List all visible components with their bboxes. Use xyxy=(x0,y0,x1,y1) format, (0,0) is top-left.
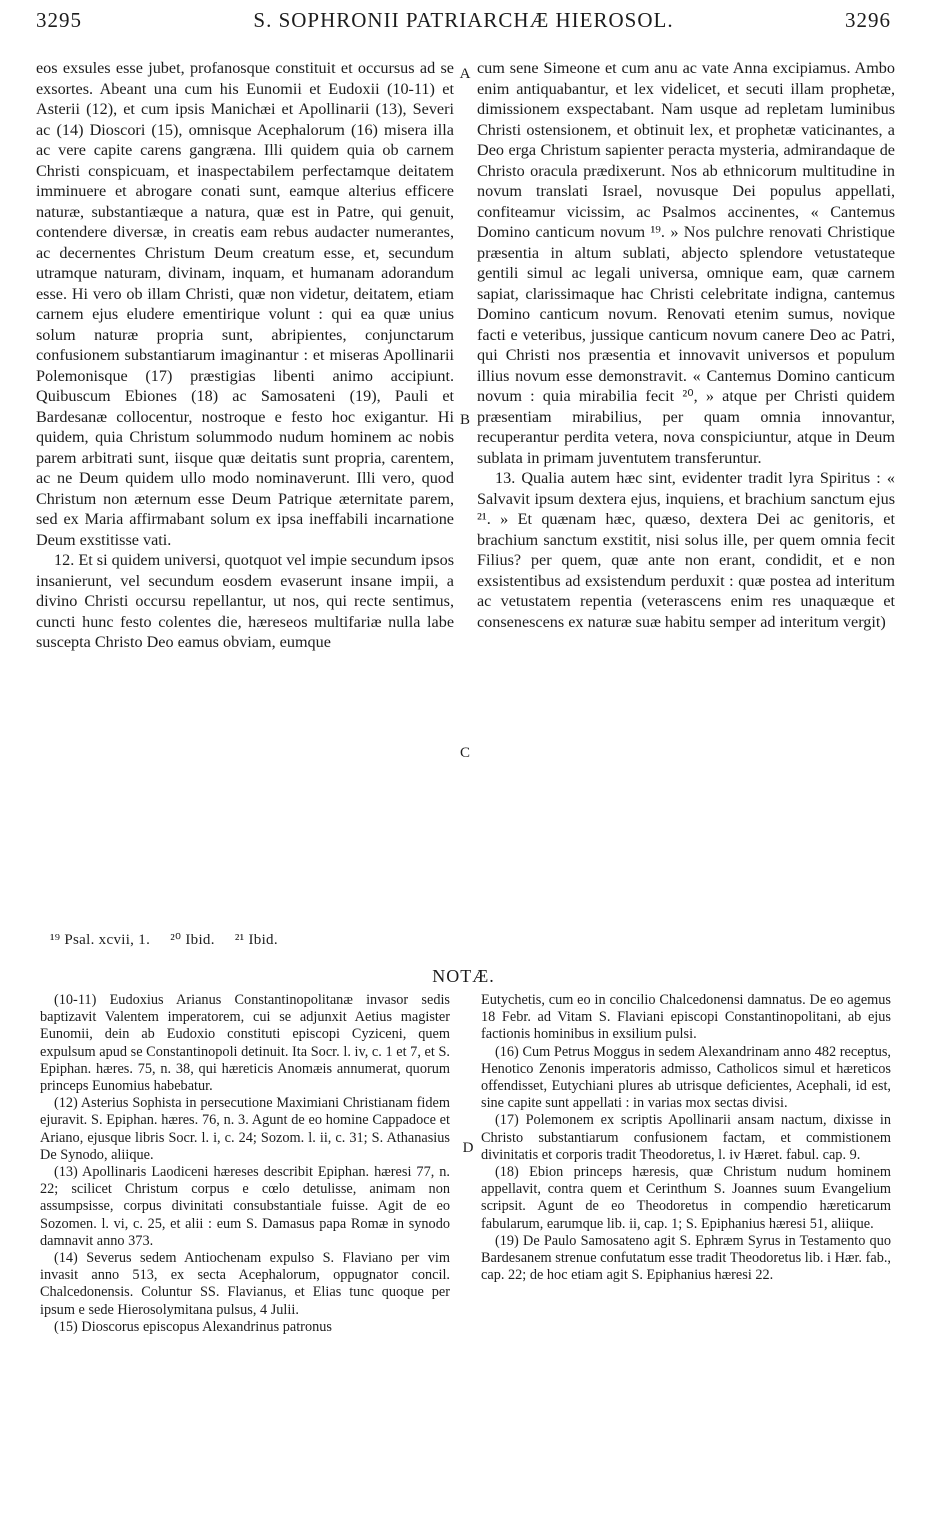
note: (17) Polemonem ex scriptis Apollinarii ansam nactum, dixisse in Christo substantiarum confusionem factam, et commistionem divinitatis et corporis tradit Theodoretus, l. iv Hæret. fabul. cap. 9. xyxy=(481,1112,891,1163)
note: (12) Asterius Sophista in persecutione Maximiani Christianam fidem ejuravit. S. Epiphan. hæres. 76, n. 3. Agunt de eo homine Cappadoce et Ariano, ejusque libris Socr. l. i, c. 24; Sozom. l. ii, c. 31; S. Athanasius De Synodo, aliique. xyxy=(40,1095,450,1163)
paragraph: 12. Et si quidem universi, quotquot vel impie secundum ipsos insanierunt, vel secundum eosdem evaserunt insane impii, a divino Christi occursu repellantur, ut nos, qui recte sentimus, cuncti hunc festo colentes die, hæreseos multifariæ nulla labe suscepta Christo Deo eamus obviam, eumque xyxy=(36,551,454,651)
note: (18) Ebion princeps hæresis, quæ Christum nudum hominem appellavit, contra quem et Cerinthum S. Joannes suum Evangelium scripsit. Agunt de eo Theodoretus in compendio hæreticarum fabularum, earumque lib. ii, cap. 1; S. Epiphanius hæresi 51, aliique. xyxy=(481,1164,891,1232)
margin-marker-a: A xyxy=(459,66,471,82)
margin-marker-c: C xyxy=(459,745,470,761)
note: Eutychetis, cum eo in concilio Chalcedonensi damnatus. De eo agemus 18 Febr. ad Vitam S. Flaviani episcopi Constantinopolitani, ab ejus factionis hominibus in exsilium pulsi. xyxy=(481,992,891,1043)
main-column-left xyxy=(36,58,454,653)
notes-column-left xyxy=(40,992,450,1336)
left-page-number: 3295 xyxy=(36,8,82,32)
paragraph: 13. Qualia autem hæc sint, evidenter tradit lyra Spiritus : « Salvavit ipsum dextera ejus, inquiens, et brachium sanctum ejus ²¹. » Et quænam hæc, quæso, dextera Dei ac genitoris, et brachium sanctum exstitit, nisi solus ille, per quem omnia fecit Filius? per quem, quæ ante non erant, condidit, et e non exsistentibus ad exsistendum perduxit : quæ postea ad interitum ac vetustatem repentia (veterascens enim res unaquæque et consenescens ex naturæ suæ habitu semper ad interitum vergit) xyxy=(477,469,895,631)
notes-heading: NOTÆ. xyxy=(432,966,495,986)
footnote: ¹⁹ Psal. xcvii, 1. xyxy=(50,932,151,948)
running-title: S. SOPHRONII PATRIARCHÆ HIEROSOL. xyxy=(253,8,674,32)
note: (13) Apollinaris Laodiceni hæreses describit Epiphan. hæresi 77, n. 22; scilicet Christum corpus e cœlo detulisse, animam non assumpsisse, corpus divinitati consubstantiale fuisse. Agit de eo Sozomen. l. vi, c. 25, et alii : eum S. Damasus papa Romæ in synodo damnavit anno 373. xyxy=(40,1164,450,1249)
note: (15) Dioscorus episcopus Alexandrinus patronus xyxy=(54,1318,332,1335)
margin-marker-b: B xyxy=(459,412,470,428)
footnote: ²¹ Ibid. xyxy=(234,932,278,948)
note: (10-11) Eudoxius Arianus Constantinopolitanæ invasor sedis baptizavit Valentem imperatorem, cui se adjunxit Aetius magister Eunomii, dein ab Eudoxio constituti episcopi Cyziceni, quem expulsum apud se Constantinopoli detinuit. Ita Socr. l. iv, c. 1 et 7, et S. Epiphan. hæres. 75, n. 38, qui hæreticis Anomæis annumerat, quorum princeps Eunomius habebatur. xyxy=(40,992,450,1095)
footnote: ²⁰ Ibid. xyxy=(170,932,215,948)
main-column-right xyxy=(477,58,895,632)
paragraph: eos exsules esse jubet, profanosque constituit et occursus ad se exsortes. Abeant una cum his Eunomii et Eudoxii (10-11) et Asterii (12), et cum ipsis Manichæi et Apollinarii (13), Severi ac (14) Dioscori (15), omnisque Acephalorum (16) misera illa ac vere capite carens gangræna. Illi quidem quia ob carnem Christi conspicuam, et inaspectabilem perfectamque deitatem imminuere et abrogare conati sunt, eamque alterius efficere naturæ, substantiæque a natura, quæ est in Patre, qui genuit, contendere diversæ, in creatis eam rebus audacter numerantes, ac decernentes Christum Deum creatum esse, et, secundum utramque naturam, divinam, inquam, et humanam adorandum esse. Hi vero ob illam Christi, quæ non videtur, deitatem, etiam carnem ejus eludere ementirique volunt : qui ea quæ unius solum naturæ propria sunt, abripientes, conjunctarum confusionem substantiarum imaginantur : et miseras Apollinarii Polemonisque (17) præstigias libenti animo accipiunt. Quibuscum Ebiones (18) ac Samosateni (19), Pauli et Bardesanæ collocentur, nostroque e festo hoc exigantur. Hi quidem, quia Christum solummodo nudum hominem ac nobis parem arbitrati sunt, iisque quæ deitatis sunt propria, carentem, ac ne Deum quidem ullo modo nominaverunt. Illi vero, quod Christum non æternum esse Deum Patrique æternitate parem, sed ex Maria affirmabant solum ex ipsa ineffabili incarnatione Deum exstitisse vati. xyxy=(36,59,454,549)
right-page-number: 3296 xyxy=(845,8,891,32)
footnotes xyxy=(50,930,294,949)
notes-column-right xyxy=(481,992,891,1284)
page-header xyxy=(36,8,891,52)
margin-marker-d: D xyxy=(462,1140,474,1156)
paragraph: cum sene Simeone et cum anu ac vate Anna excipiamus. Ambo enim antiquabantur, et lex videlicet, et secuti illam prophetæ, dimissionem exspectabant. Nam usque ad repletam luminibus Christi ostensionem, et obtinuit lex, et prophetæ vaticinantes, a Deo erga Christum sapienter peracta mysteria, admirandaque de Christo oracula prædixerunt. Nos ab ethnicorum multitudine in novum translati Israel, novusque Dei populus appellati, confiteamur vicissim, ac Psalmos accinentes, « Cantemus Domino canticum novum ¹⁹. » Nos pulchre renovati Christique præsentia in altum sublati, abjecto splendore vetustateque gentili simul ac legali universa, omnique eam, quæ carnem sapiat, clarissimaque hac Christi celebritate indigna, cantemus Domino canticum novum. Renovati etenim sumus, novique facti e veteribus, jussique canticum novum canere Deo ac Patri, qui Christi nos præsentia et innovavit universos et populum illius novum esse demonstravit. « Cantemus Domino canticum novum : quia mirabilia fecit ²⁰, » atque per Christi quidem præsentiam mirabilius, per quam omnia innovantur, recuperantur perdita vetera, nova conspiciuntur, atque in Deum sublata in primam juventutem transferuntur. xyxy=(477,59,895,467)
note: (16) Cum Petrus Moggus in sedem Alexandrinam anno 482 receptus, Henotico Zenonis imperatoris admisso, Catholicos simul et hæreticos offendisset, Eutychiani plures ab utrisque deficientes, Acephali, id est, sine capite sunt appellati : in varias mox sectas divisi. xyxy=(481,1043,891,1112)
note: (14) Severus sedem Antiochenam expulso S. Flaviano per vim invasit anno 513, ex secta Acephalorum, oppugnator concil. Chalcedonensis. Coluntur SS. Flavianus, et Elias tunc quoque per ipsum e sede Hierosolymitana pulsus, 4 Julii. xyxy=(40,1250,450,1318)
note: (19) De Paulo Samosateno agit S. Ephræm Syrus in Testamento quo Bardesanem strenue confutatum esse tradit Theodoretus lib. i Hær. fab., cap. 22; de hoc etiam agit S. Epiphanius hæresi 22. xyxy=(481,1232,891,1284)
